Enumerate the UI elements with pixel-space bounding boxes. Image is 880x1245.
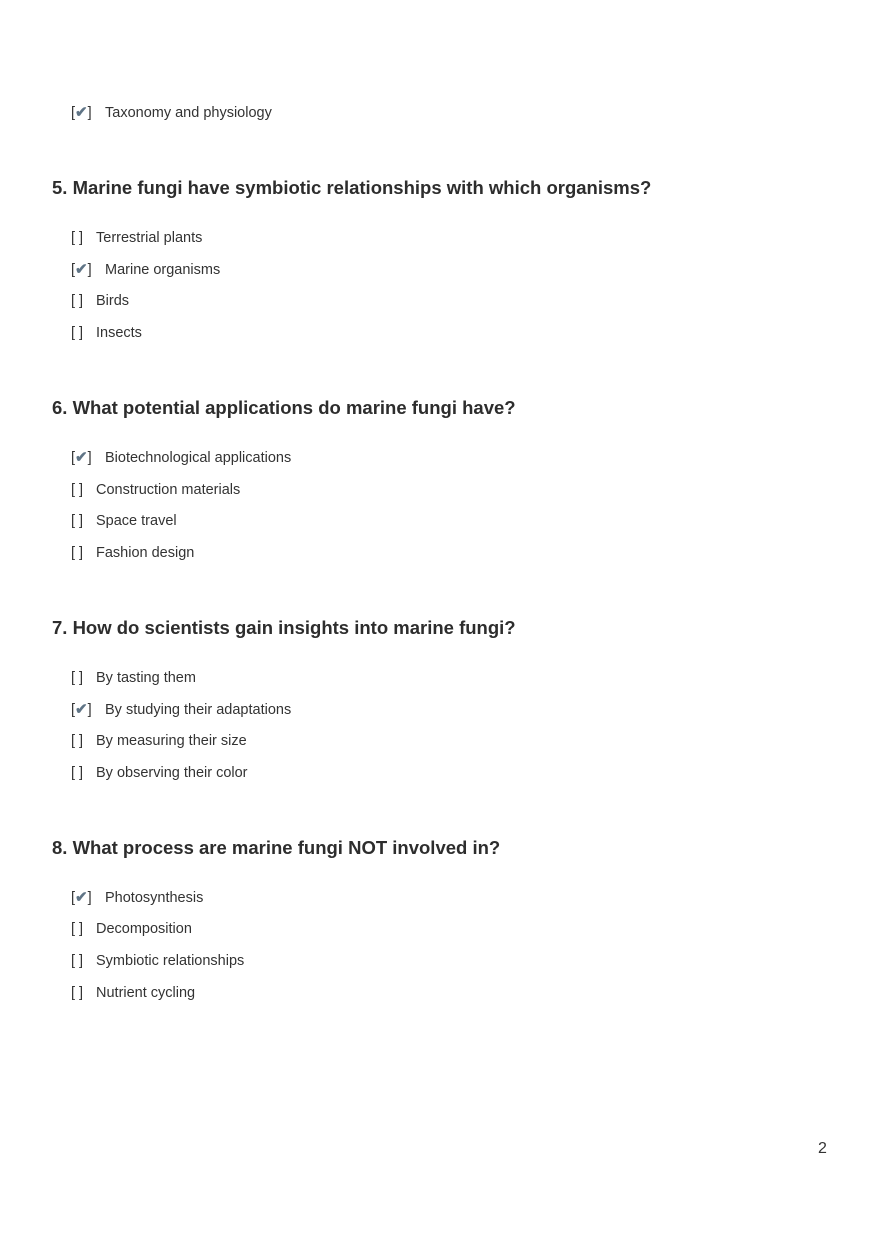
q8-option-3[interactable] [71,951,244,971]
checked-box[interactable]: [✔] [71,889,92,906]
option-label: By studying their adaptations [105,702,292,718]
question-8-title: 8. What process are marine fungi NOT involved in? [52,837,501,858]
check-mark-icon: ✔ [75,889,88,906]
empty-box[interactable]: [ ] [71,545,84,561]
empty-box[interactable]: [ ] [71,293,84,309]
option-label: By measuring their size [96,733,247,749]
question-6-title: 6. What potential applications do marine fungi have? [52,397,516,418]
check-mark-icon: ✔ [75,261,88,278]
option-label: Birds [96,293,130,309]
option-taxonomy[interactable] [71,103,272,123]
empty-box[interactable]: [ ] [71,985,84,1001]
option-label: Symbiotic relationships [96,953,245,969]
empty-box[interactable]: [ ] [71,230,84,246]
q8-option-2[interactable] [71,919,192,939]
q7-option-1[interactable] [71,668,196,688]
question-5-title: 5. Marine fungi have symbiotic relationships with which organisms? [52,177,652,198]
q5-option-1[interactable] [71,228,202,248]
option-label: Insects [96,325,142,341]
option-label: Nutrient cycling [96,985,196,1001]
question-7-title: 7. How do scientists gain insights into marine fungi? [52,617,516,638]
option-label: Biotechnological applications [105,450,292,466]
option-label: Construction materials [96,482,241,498]
empty-box[interactable]: [ ] [71,953,84,969]
checked-box[interactable]: [✔] [71,261,92,278]
checked-box[interactable]: [✔] [71,449,92,466]
page-number: 2 [818,1140,827,1157]
empty-box[interactable]: [ ] [71,733,84,749]
option-label: Terrestrial plants [96,230,203,246]
q6-option-2[interactable] [71,480,240,500]
q5-option-4[interactable] [71,323,142,343]
q8-option-4[interactable] [71,983,195,1003]
option-label: Decomposition [96,921,192,937]
checked-box[interactable]: [✔] [71,701,92,718]
check-mark-icon: ✔ [75,449,88,466]
empty-box[interactable]: [ ] [71,921,84,937]
checked-box[interactable]: [✔] [71,104,92,121]
q7-option-2[interactable] [71,700,291,720]
q8-option-1[interactable] [71,888,203,908]
option-label: Marine organisms [105,262,221,278]
q7-option-4[interactable] [71,763,248,783]
q6-option-4[interactable] [71,543,194,563]
option-label: By observing their color [96,765,248,781]
check-mark-icon: ✔ [75,104,88,121]
option-label: Taxonomy and physiology [105,105,272,121]
empty-box[interactable]: [ ] [71,670,84,686]
q6-option-1[interactable] [71,448,291,468]
q5-option-3[interactable] [71,291,129,311]
option-label: Space travel [96,513,177,529]
q5-option-2[interactable] [71,260,220,280]
option-label: Photosynthesis [105,890,204,906]
empty-box[interactable]: [ ] [71,482,84,498]
q7-option-3[interactable] [71,731,247,751]
option-label: By tasting them [96,670,196,686]
empty-box[interactable]: [ ] [71,325,84,341]
empty-box[interactable]: [ ] [71,765,84,781]
empty-box[interactable]: [ ] [71,513,84,529]
check-mark-icon: ✔ [75,701,88,718]
option-label: Fashion design [96,545,195,561]
q6-option-3[interactable] [71,511,177,531]
